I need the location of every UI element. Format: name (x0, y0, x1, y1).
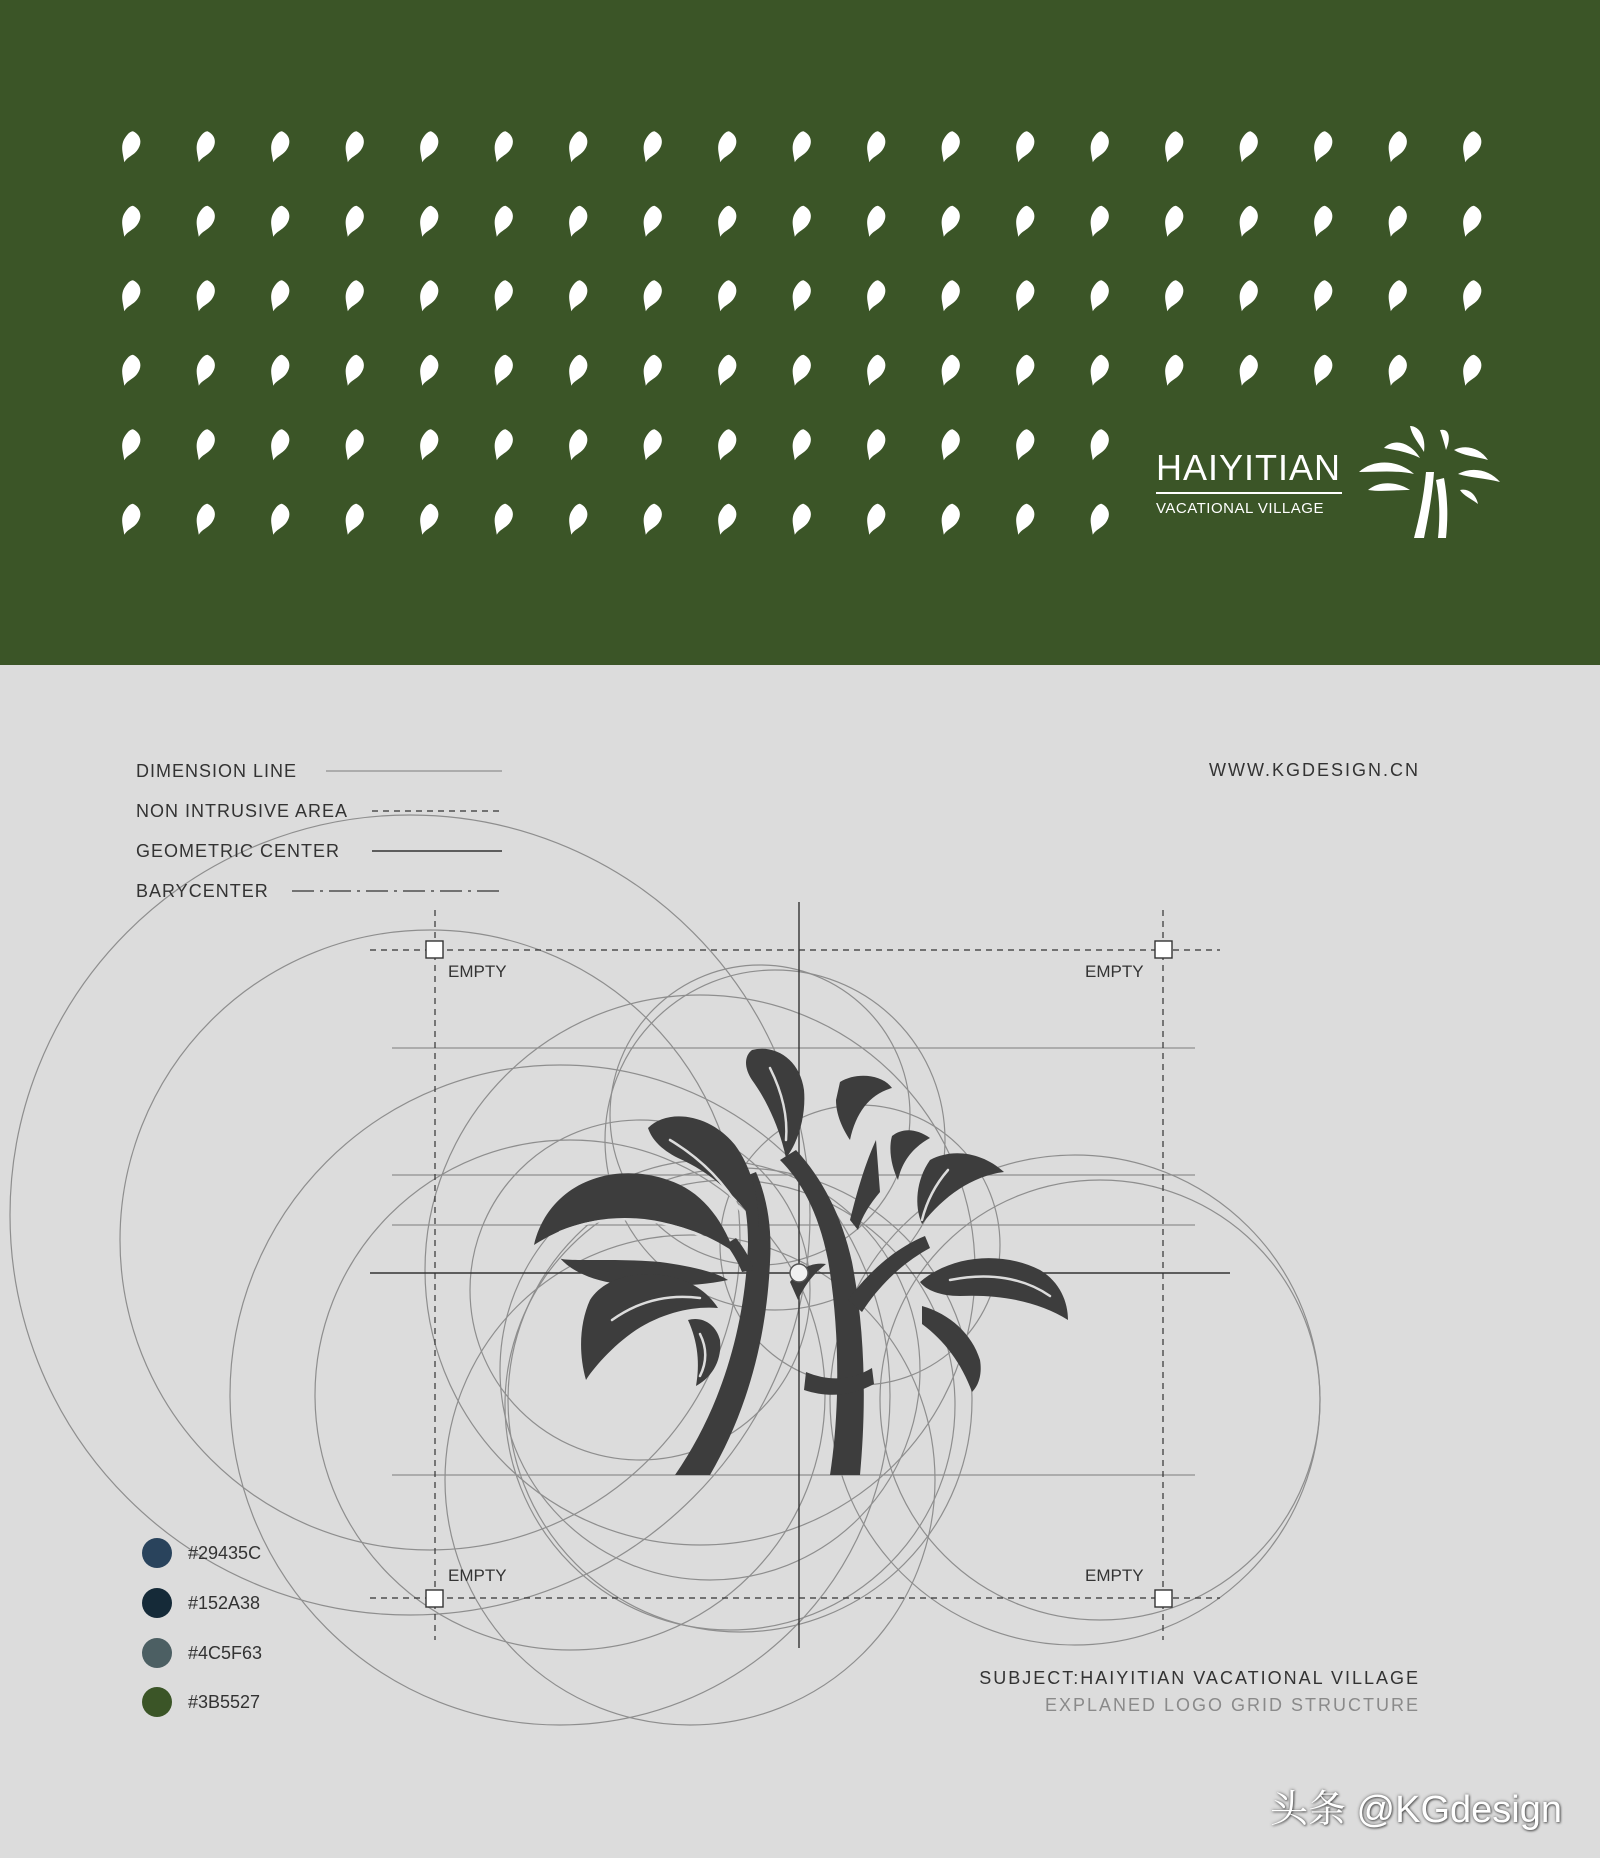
swatch-item (142, 1638, 262, 1668)
swatch-item (142, 1588, 260, 1618)
subject-title: SUBJECT:HAIYITIAN VACATIONAL VILLAGE (979, 1668, 1420, 1688)
swatch-dot (142, 1687, 172, 1717)
swatch-dot (142, 1538, 172, 1568)
brand-subtitle: VACATIONAL VILLAGE (1156, 500, 1324, 517)
legend-label: GEOMETRIC CENTER (136, 840, 341, 861)
brand-name: HAIYITIAN (1156, 447, 1342, 488)
swatch-label: #152A38 (188, 1592, 261, 1613)
empty-label-top-left: EMPTY (448, 962, 507, 981)
swatch-item (142, 1687, 260, 1717)
legend-line-samples (292, 771, 502, 891)
legend-item-non-intrusive (136, 800, 348, 824)
barycenter-marker (790, 1264, 808, 1282)
watermark: 头条 @KGdesign (1269, 1789, 1562, 1831)
legend-label: DIMENSION LINE (136, 760, 298, 781)
swatch-item (142, 1538, 261, 1568)
legend-label: NON INTRUSIVE AREA (136, 800, 349, 821)
empty-label-top-right: EMPTY (1085, 962, 1144, 981)
site-url: WWW.KGDESIGN.CN (1209, 760, 1420, 780)
legend-item-dimension (136, 760, 297, 784)
swatch-label: #4C5F63 (188, 1642, 263, 1663)
swatch-dot (142, 1638, 172, 1668)
subject-caption (979, 1668, 1420, 1716)
legend-item-geometric-center (136, 840, 340, 864)
empty-label-bottom-right: EMPTY (1085, 1566, 1144, 1585)
empty-label-bottom-left: EMPTY (448, 1566, 507, 1585)
swatch-label: #3B5527 (188, 1691, 261, 1712)
swatch-label: #29435C (188, 1542, 262, 1563)
subject-subtitle: EXPLANED LOGO GRID STRUCTURE (1044, 1695, 1420, 1715)
legend-label: BARYCENTER (136, 880, 269, 901)
swatch-dot (142, 1588, 172, 1618)
legend-item-barycenter (136, 880, 269, 904)
